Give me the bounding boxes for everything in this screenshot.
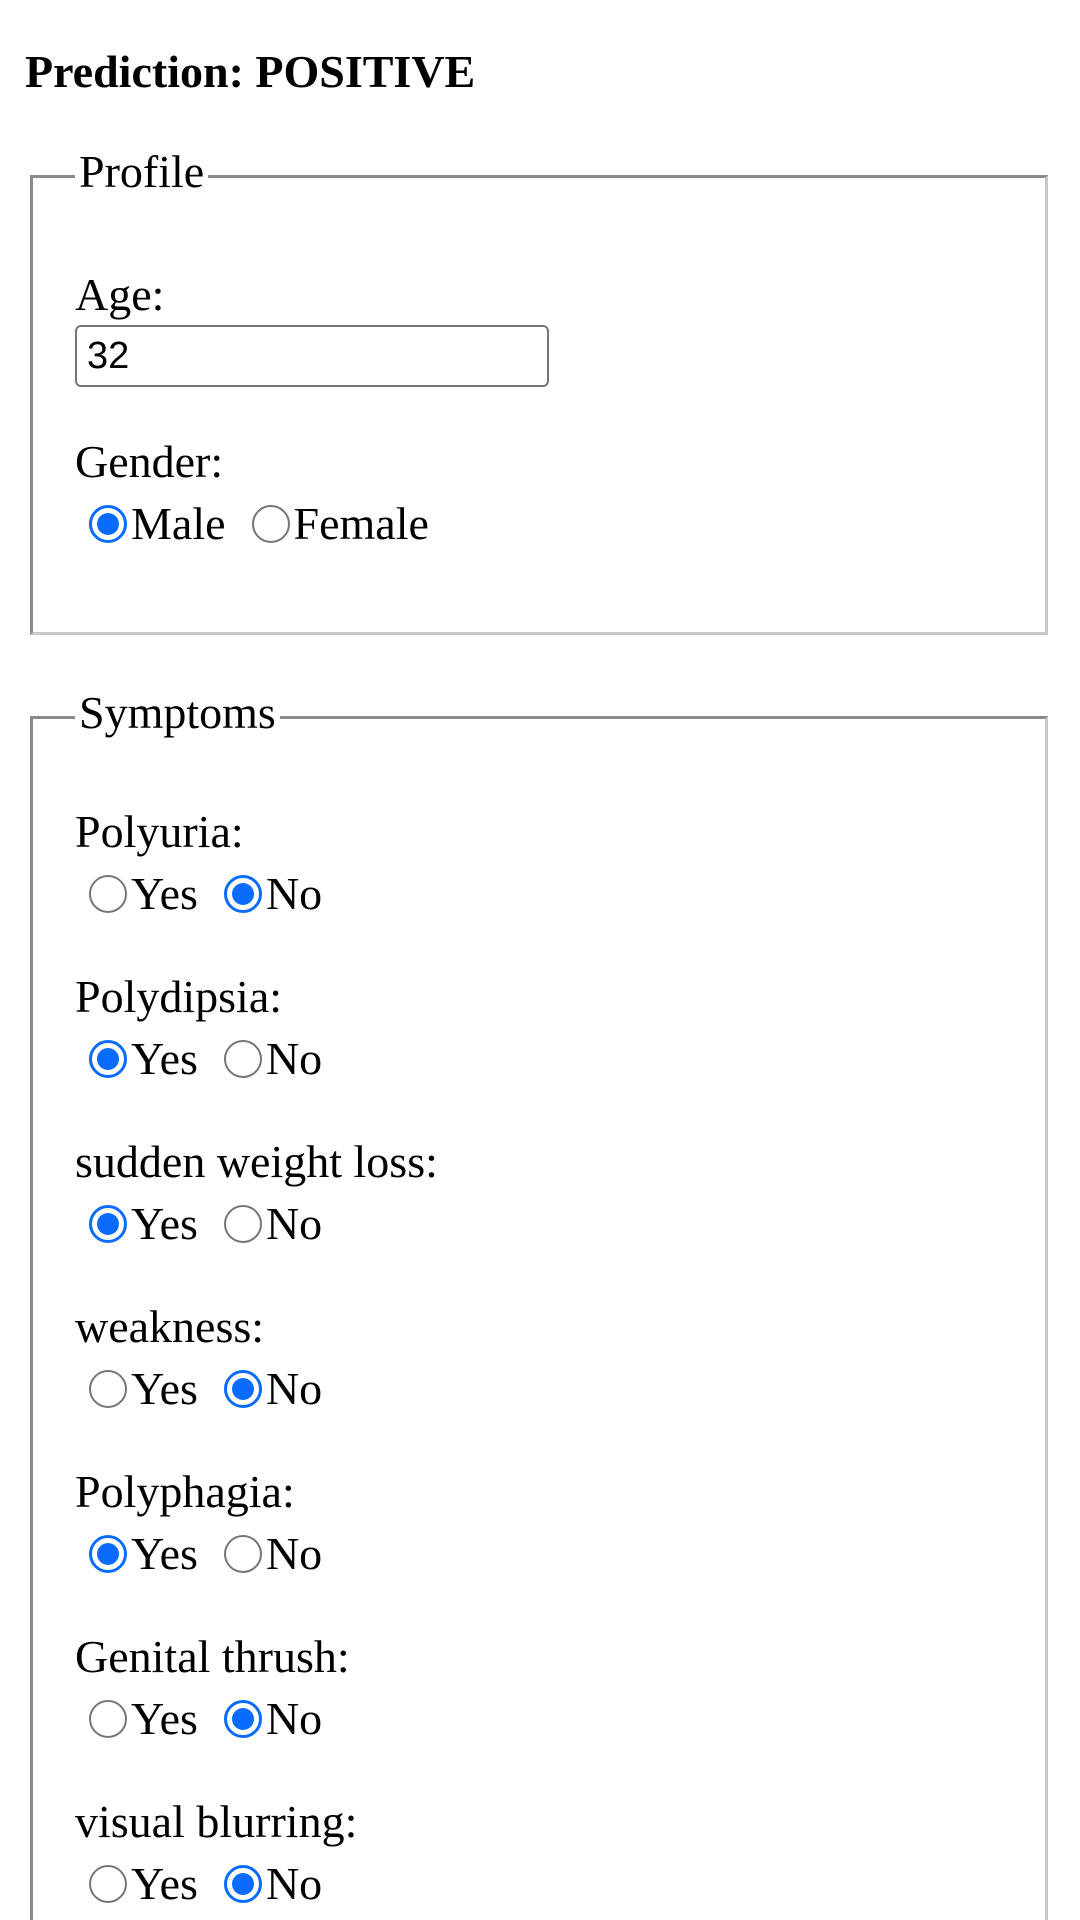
gender-male-label[interactable]: Male [131, 498, 226, 549]
age-input[interactable] [75, 325, 549, 387]
polydipsia-yes-label[interactable]: Yes [131, 1033, 198, 1084]
symptom-label-weakness: weakness: [75, 1301, 265, 1352]
genital-thrush-yes-radio[interactable] [89, 1700, 127, 1738]
symptom-radio-group-polyphagia [75, 1526, 334, 1582]
genital-thrush-no-label[interactable]: No [265, 1693, 323, 1744]
gender-label: Gender: [75, 436, 224, 487]
symptom-radio-group-polydipsia [75, 1031, 334, 1087]
polyphagia-no-label[interactable]: No [265, 1528, 323, 1579]
symptoms-fieldset [30, 687, 1048, 1920]
symptom-label-genital-thrush: Genital thrush: [75, 1631, 350, 1682]
polyuria-no-radio[interactable] [224, 875, 262, 913]
sudden-weight-loss-yes-radio[interactable] [89, 1205, 127, 1243]
symptom-radio-group-weakness [75, 1361, 334, 1417]
symptom-radio-group-sudden-weight-loss [75, 1196, 334, 1252]
profile-legend: Profile [75, 144, 208, 200]
genital-thrush-yes-label[interactable]: Yes [131, 1693, 198, 1744]
symptom-radio-group-genital-thrush [75, 1691, 334, 1747]
age-label: Age: [75, 269, 165, 320]
profile-fieldset [30, 146, 1048, 635]
visual-blurring-no-radio[interactable] [224, 1865, 262, 1903]
symptom-label-polyphagia: Polyphagia: [75, 1466, 295, 1517]
genital-thrush-no-radio[interactable] [224, 1700, 262, 1738]
polyuria-yes-radio[interactable] [89, 875, 127, 913]
polyuria-yes-label[interactable]: Yes [131, 868, 198, 919]
symptom-radio-group-polyuria [75, 866, 334, 922]
sudden-weight-loss-no-label[interactable]: No [265, 1198, 323, 1249]
symptom-radio-group-visual-blurring [75, 1856, 334, 1912]
weakness-yes-label[interactable]: Yes [131, 1363, 198, 1414]
weakness-yes-radio[interactable] [89, 1370, 127, 1408]
polydipsia-yes-radio[interactable] [89, 1040, 127, 1078]
gender-female-radio[interactable] [252, 505, 290, 543]
polyphagia-no-radio[interactable] [224, 1535, 262, 1573]
symptoms-legend: Symptoms [75, 685, 280, 741]
sudden-weight-loss-yes-label[interactable]: Yes [131, 1198, 198, 1249]
symptom-label-polydipsia: Polydipsia: [75, 971, 283, 1022]
polydipsia-no-radio[interactable] [224, 1040, 262, 1078]
polyphagia-yes-label[interactable]: Yes [131, 1528, 198, 1579]
symptom-label-sudden-weight-loss: sudden weight loss: [75, 1136, 438, 1187]
polyuria-no-label[interactable]: No [265, 868, 323, 919]
gender-male-radio[interactable] [89, 505, 127, 543]
visual-blurring-no-label[interactable]: No [265, 1858, 323, 1909]
sudden-weight-loss-no-radio[interactable] [224, 1205, 262, 1243]
gender-female-label[interactable]: Female [293, 498, 429, 549]
symptom-label-polyuria: Polyuria: [75, 806, 244, 857]
polyphagia-yes-radio[interactable] [89, 1535, 127, 1573]
polydipsia-no-label[interactable]: No [265, 1033, 323, 1084]
prediction-heading: Prediction: POSITIVE [25, 46, 476, 97]
gender-radio-group [75, 496, 441, 552]
symptom-label-visual-blurring: visual blurring: [75, 1796, 358, 1847]
weakness-no-label[interactable]: No [265, 1363, 323, 1414]
weakness-no-radio[interactable] [224, 1370, 262, 1408]
visual-blurring-yes-label[interactable]: Yes [131, 1858, 198, 1909]
visual-blurring-yes-radio[interactable] [89, 1865, 127, 1903]
